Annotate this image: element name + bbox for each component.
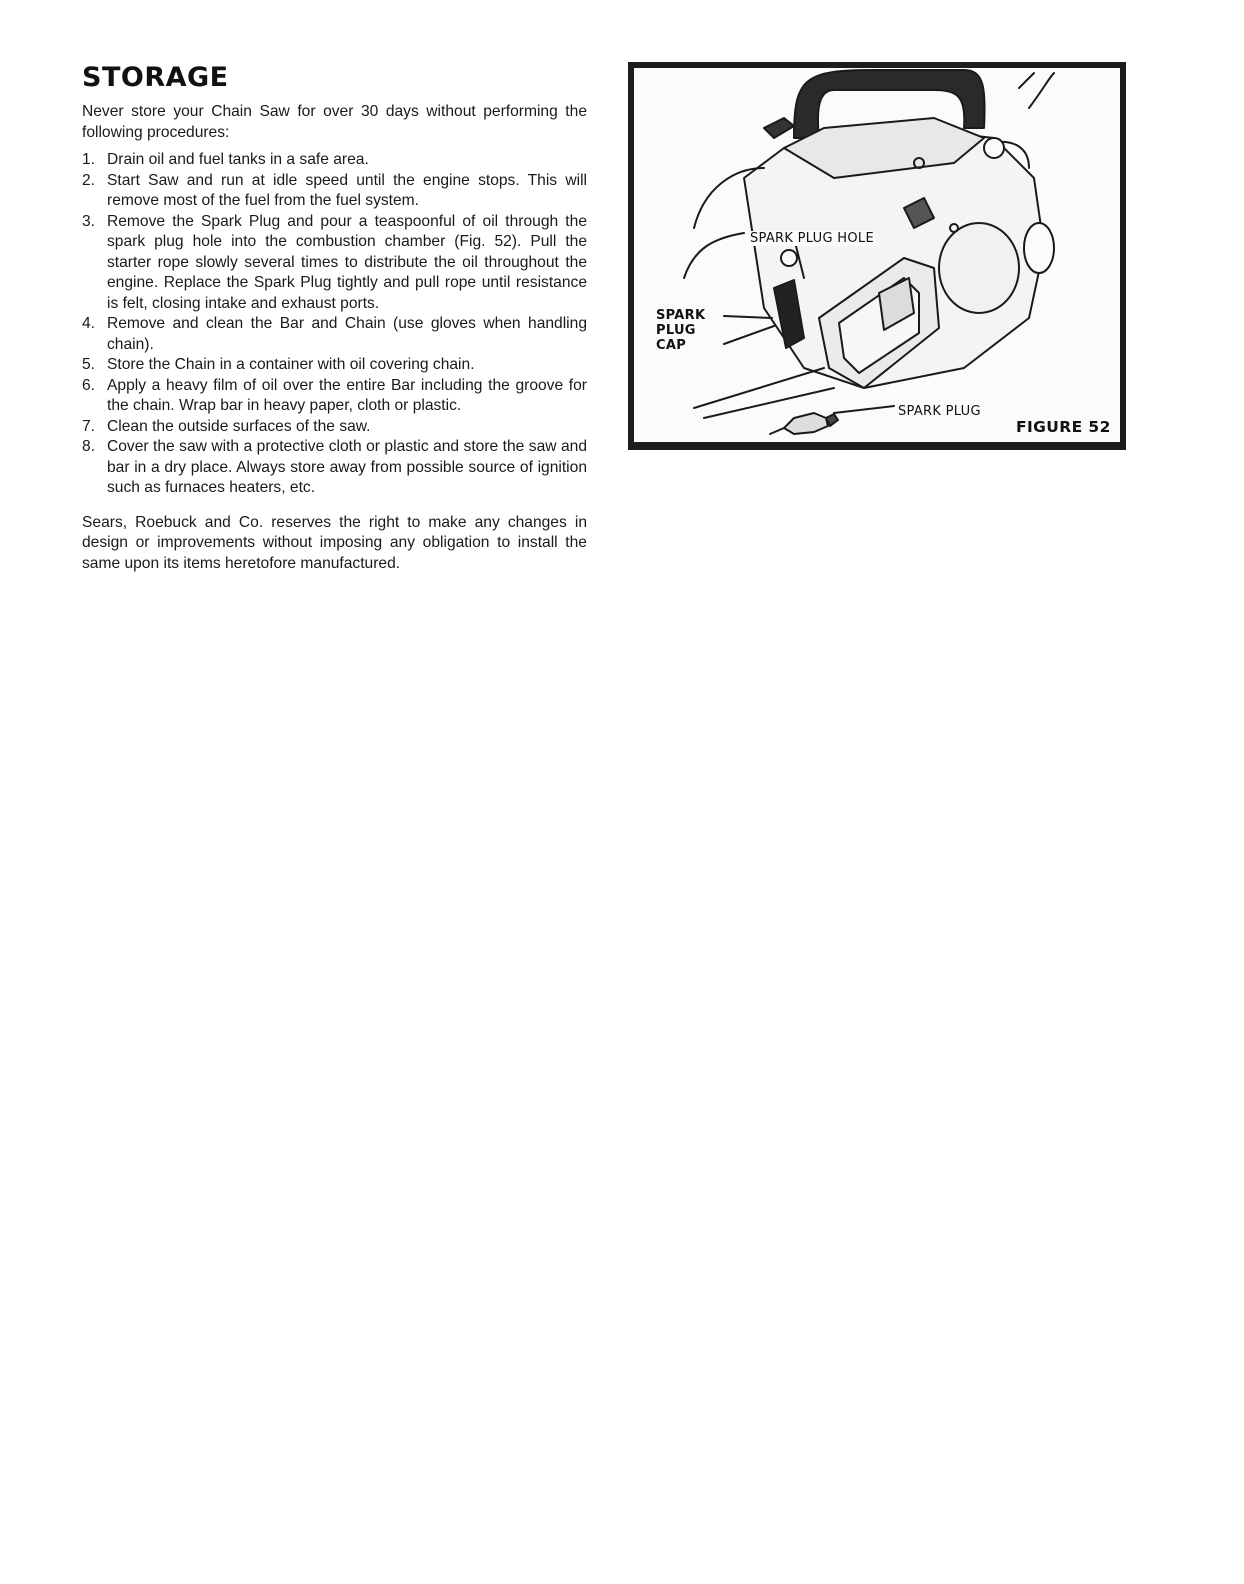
step-number: 6.	[82, 376, 96, 394]
step-number: 4.	[82, 315, 96, 332]
step-number: 8.	[82, 438, 96, 455]
list-item	[82, 417, 587, 438]
chainsaw-illustration	[634, 68, 1120, 442]
step-text: Remove and clean the Bar and Chain (use gloves when handling chain).	[107, 315, 587, 353]
figure-52	[628, 62, 1126, 450]
step-text: Drain oil and fuel tanks in a safe area.	[107, 151, 369, 168]
step-text: Apply a heavy film of oil over the entire Bar including the groove for the chain. Wrap bar in heavy paper, cloth or plastic.	[107, 376, 587, 414]
spark-plug-hole-label: SPARK PLUG HOLE	[750, 231, 874, 246]
intro-paragraph: Never store your Chain Saw for over 30 days without performing the following procedures:	[82, 103, 587, 141]
procedure-list	[82, 150, 587, 499]
page-title: STORAGE	[82, 62, 229, 93]
spark-plug-cap-label-line2: PLUG	[656, 323, 696, 338]
list-item	[82, 355, 587, 376]
step-number: 2.	[82, 171, 96, 189]
figure-caption: FIGURE 52	[1016, 418, 1111, 436]
list-item	[82, 212, 587, 315]
spark-plug-label: SPARK PLUG	[898, 404, 981, 419]
spark-plug-cap-label	[656, 308, 705, 353]
disclaimer-paragraph: Sears, Roebuck and Co. reserves the right to make any changes in design or improvements without imposing any obligation to install the same upon its items heretofore manufactured.	[82, 513, 587, 572]
step-text: Store the Chain in a container with oil covering chain.	[107, 356, 475, 373]
list-item	[82, 314, 587, 355]
step-text: Cover the saw with a protective cloth or plastic and store the saw and bar in a dry place. Always store away from possible source of ignition such as furnaces heaters, etc.	[107, 438, 587, 496]
spark-plug-cap-label-line3: CAP	[656, 338, 687, 353]
step-text: Clean the outside surfaces of the saw.	[107, 417, 371, 435]
list-item	[82, 376, 587, 417]
list-item	[82, 171, 587, 212]
spark-plug-cap-label-line1: SPARK	[656, 308, 706, 323]
storage-text-column	[82, 102, 587, 590]
step-number: 5.	[82, 356, 96, 373]
step-text: Remove the Spark Plug and pour a teaspoonful of oil through the spark plug hole into the combustion chamber (Fig. 52). Pull the starter rope slowly several times to distribute the oil throughout the engine. Replace the Spark Plug tightly and pull rope until resistance is felt, closing intake and exhaust ports.	[107, 212, 587, 312]
figure-illustration	[634, 68, 1120, 442]
list-item	[82, 150, 587, 171]
step-text: Start Saw and run at idle speed until the engine stops. This will remove most of the fuel from the fuel system.	[107, 171, 587, 209]
step-number: 1.	[82, 151, 96, 168]
list-item	[82, 437, 587, 499]
step-number: 7.	[82, 417, 96, 435]
step-number: 3.	[82, 212, 96, 230]
